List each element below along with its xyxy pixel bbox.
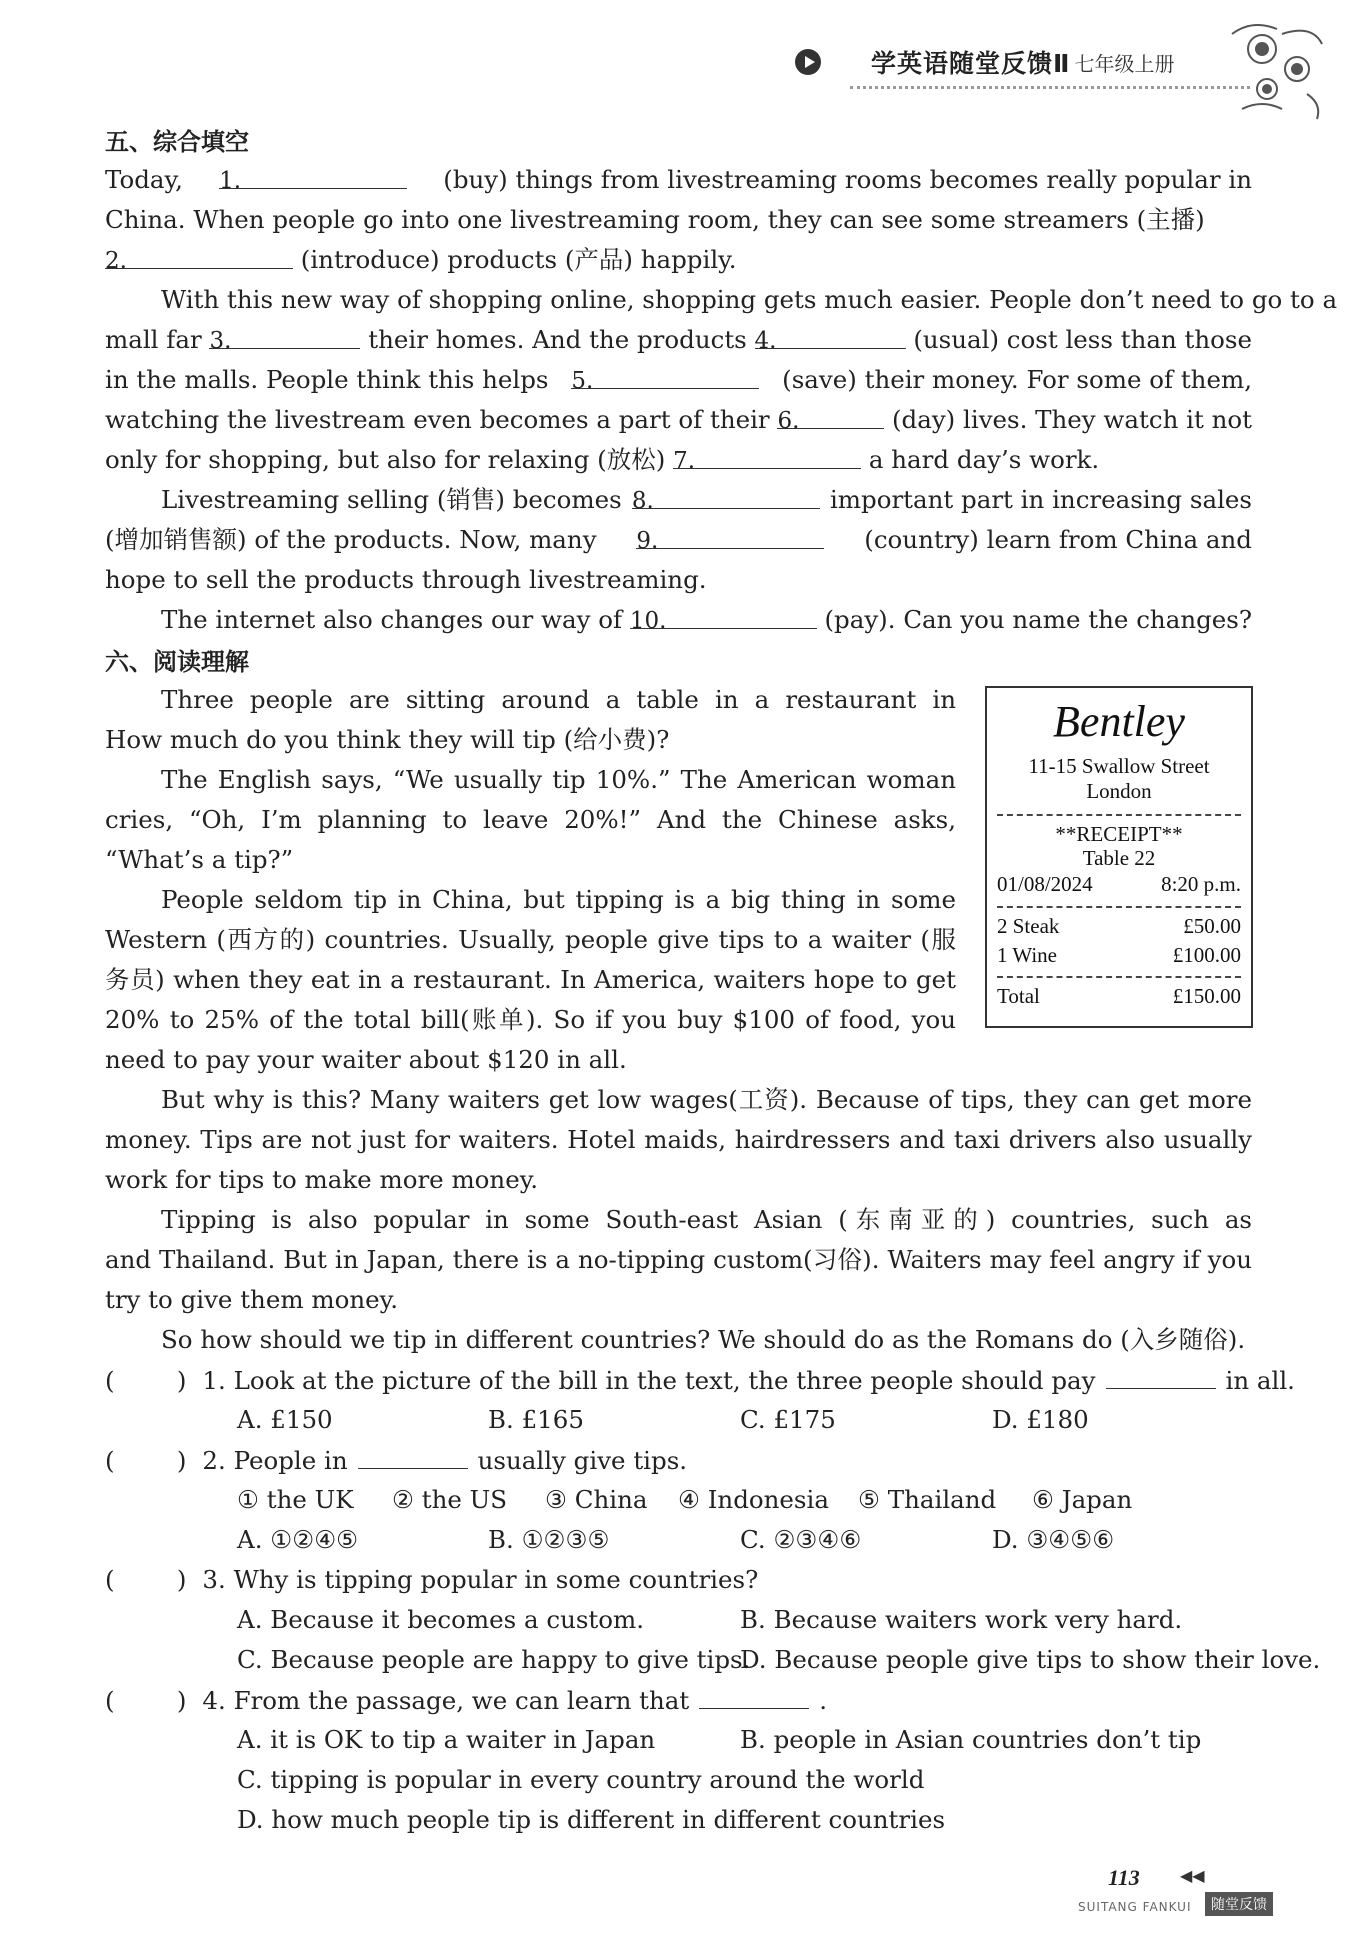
receipt-total-row bbox=[997, 984, 1241, 1009]
blank-number: 10. bbox=[629, 608, 667, 634]
answer-blank[interactable] bbox=[1106, 1360, 1216, 1389]
passage-text: hope to sell the products through livestreaming. bbox=[105, 565, 707, 594]
passage-line: 务员) when they eat in a restaurant. In America, waiters hope to get bbox=[105, 965, 956, 994]
passage-text: a hard day’s work. bbox=[861, 445, 1100, 474]
answer-option[interactable]: C. Because people are happy to give tips. bbox=[237, 1645, 751, 1674]
question-stem bbox=[105, 1440, 687, 1481]
passage-line: Three people are sitting around a table in a restaurant in bbox=[161, 685, 956, 714]
answer-option[interactable]: A. £150 bbox=[237, 1405, 333, 1434]
answer-blank[interactable] bbox=[629, 600, 817, 634]
passage-text: (增加销售额) of the products. Now, many bbox=[105, 525, 605, 554]
passage-line: Western (西方的) countries. Usually, people give tips to a waiter (服 bbox=[105, 925, 956, 954]
passage-line: and Thailand. But in Japan, there is a no-tipping custom(习俗). Waiters may feel angry if you bbox=[105, 1245, 1252, 1274]
question-text: 2. People in bbox=[202, 1446, 348, 1475]
answer-option[interactable]: B. Because waiters work very hard. bbox=[740, 1605, 1183, 1634]
answer-option[interactable]: D. ③④⑤⑥ bbox=[992, 1525, 1115, 1554]
answer-option[interactable]: C. £175 bbox=[740, 1405, 836, 1434]
passage-text: (day) lives. They watch it not bbox=[884, 405, 1252, 434]
answer-option[interactable]: ③ China bbox=[545, 1485, 648, 1514]
question-text-tail: usually give tips. bbox=[477, 1446, 688, 1475]
blank-number: 5. bbox=[571, 368, 594, 394]
double-arrow-left-icon: ◀◀ bbox=[1180, 1866, 1205, 1885]
answer-option[interactable]: ⑤ Thailand bbox=[858, 1485, 997, 1514]
blank-number: 9. bbox=[636, 528, 659, 554]
answer-blank[interactable] bbox=[358, 1440, 468, 1469]
receipt-date: 01/08/2024 bbox=[997, 872, 1093, 896]
passage-line bbox=[105, 320, 1252, 360]
passage-text: The internet also changes our way of bbox=[161, 605, 630, 634]
passage-text: (country) learn from China and bbox=[856, 525, 1252, 554]
receipt-item-row bbox=[997, 943, 1241, 968]
section-5-heading: 五、综合填空 bbox=[105, 128, 249, 156]
flower-ornament-icon bbox=[1222, 14, 1332, 124]
question-stem bbox=[105, 1360, 1295, 1401]
passage-text: mall far bbox=[105, 325, 210, 354]
section-6-heading: 六、阅读理解 bbox=[105, 648, 249, 676]
receipt bbox=[985, 686, 1253, 1028]
receipt-address bbox=[987, 754, 1251, 804]
answer-option[interactable]: A. it is OK to tip a waiter in Japan bbox=[237, 1725, 656, 1754]
answer-option[interactable]: A. Because it becomes a custom. bbox=[237, 1605, 645, 1634]
answer-blank[interactable] bbox=[209, 320, 360, 354]
answer-bracket[interactable]: ( ) bbox=[105, 1686, 187, 1715]
answer-blank[interactable] bbox=[754, 320, 906, 354]
answer-option[interactable]: D. £180 bbox=[992, 1405, 1089, 1434]
question-text: 3. Why is tipping popular in some countries? bbox=[202, 1565, 759, 1594]
blank-number: 2. bbox=[105, 248, 127, 274]
passage-line bbox=[105, 200, 1252, 240]
receipt-item: 1 Wine bbox=[997, 943, 1058, 967]
passage-line bbox=[105, 400, 1252, 440]
passage-text: Today, bbox=[105, 165, 191, 194]
passage-line: People seldom tip in China, but tipping is a big thing in some bbox=[161, 885, 956, 914]
receipt-item-row bbox=[997, 914, 1241, 939]
receipt-divider bbox=[997, 976, 1241, 978]
answer-option[interactable]: B. £165 bbox=[488, 1405, 584, 1434]
question-stem bbox=[105, 1560, 758, 1600]
answer-option[interactable]: ② the US bbox=[392, 1485, 508, 1514]
passage-text: only for shopping, but also for relaxing (放松) bbox=[105, 445, 674, 474]
answer-blank[interactable] bbox=[571, 360, 759, 394]
receipt-address-line-1: 11-15 Swallow Street bbox=[1028, 754, 1210, 778]
answer-option[interactable]: C. ②③④⑥ bbox=[740, 1525, 862, 1554]
passage-line bbox=[161, 600, 1252, 640]
answer-bracket[interactable]: ( ) bbox=[105, 1446, 187, 1475]
passage-line: But why is this? Many waiters get low wages(工资). Because of tips, they can get more bbox=[161, 1085, 1252, 1114]
receipt-time: 8:20 p.m. bbox=[1161, 872, 1241, 896]
passage-text: (save) their money. For some of them, bbox=[774, 365, 1252, 394]
passage-text: important part in increasing sales bbox=[822, 485, 1252, 514]
passage-line: cries, “Oh, I’m planning to leave 20%!” And the Chinese asks, bbox=[105, 805, 956, 834]
blank-number: 4. bbox=[754, 328, 777, 354]
receipt-heading: **RECEIPT** bbox=[1055, 822, 1183, 846]
receipt-restaurant-name: Bentley bbox=[1053, 697, 1185, 746]
passage-line bbox=[105, 440, 1252, 480]
question-stem bbox=[105, 1680, 827, 1721]
question-text: 4. From the passage, we can learn that bbox=[202, 1686, 690, 1715]
answer-bracket[interactable]: ( ) bbox=[105, 1366, 187, 1395]
header-divider bbox=[850, 86, 1250, 89]
passage-text: With this new way of shopping online, shopping gets much easier. People don’t need to go to a bbox=[161, 285, 1338, 314]
receipt-total-label: Total bbox=[997, 984, 1040, 1008]
passage-line bbox=[105, 160, 1252, 200]
passage-line bbox=[105, 520, 1252, 560]
blank-number: 8. bbox=[631, 488, 654, 514]
receipt-item: 2 Steak bbox=[997, 914, 1060, 938]
answer-blank[interactable] bbox=[777, 400, 884, 434]
receipt-price: £100.00 bbox=[1172, 943, 1241, 967]
page-number: 113 bbox=[1108, 1865, 1140, 1890]
play-icon bbox=[795, 49, 821, 75]
answer-option[interactable]: ④ Indonesia bbox=[678, 1485, 829, 1514]
book-title: 学英语随堂反馈Ⅱ bbox=[871, 49, 1071, 78]
answer-option[interactable]: C. tipping is popular in every country around the world bbox=[237, 1765, 925, 1794]
passage-text: (introduce) products (产品) happily. bbox=[293, 245, 737, 274]
receipt-price: £50.00 bbox=[1183, 914, 1241, 938]
blank-number: 1. bbox=[219, 168, 242, 194]
answer-option[interactable]: ⑥ Japan bbox=[1032, 1485, 1133, 1514]
passage-text: China. When people go into one livestreaming room, they can see some streamers (主播) bbox=[105, 205, 1205, 234]
passage-line: Tipping is also popular in some South-east Asian (东南亚的) countries, such as bbox=[161, 1205, 1252, 1234]
blank-number: 7. bbox=[673, 448, 696, 474]
answer-option[interactable]: B. ①②③⑤ bbox=[488, 1525, 610, 1554]
answer-bracket[interactable]: ( ) bbox=[105, 1565, 187, 1594]
footer-label: 随堂反馈 bbox=[1205, 1892, 1273, 1916]
passage-line: money. Tips are not just for waiters. Hotel maids, hairdressers and taxi drivers also usually bbox=[105, 1125, 1252, 1154]
passage-line bbox=[161, 480, 1252, 520]
answer-option[interactable]: D. Because people give tips to show their love. bbox=[740, 1645, 1321, 1674]
passage-line: “What’s a tip?” bbox=[105, 845, 294, 874]
answer-blank[interactable] bbox=[699, 1680, 809, 1709]
receipt-divider bbox=[997, 814, 1241, 816]
passage-line: 20% to 25% of the total bill(账单). So if you buy $100 of food, you bbox=[105, 1005, 956, 1034]
passage-line: How much do you think they will tip (给小费)? bbox=[105, 725, 670, 754]
question-text-tail: in all. bbox=[1225, 1366, 1295, 1395]
answer-option[interactable]: A. ①②④⑤ bbox=[237, 1525, 359, 1554]
receipt-total: £150.00 bbox=[1172, 984, 1241, 1008]
answer-option[interactable]: B. people in Asian countries don’t tip bbox=[740, 1725, 1202, 1754]
passage-text: their homes. And the products bbox=[360, 325, 755, 354]
passage-line: The English says, “We usually tip 10%.” The American woman bbox=[161, 765, 956, 794]
passage-line bbox=[105, 560, 1252, 600]
passage-line bbox=[105, 240, 1252, 280]
footer-pinyin: SUITANG FANKUI bbox=[1078, 1900, 1192, 1914]
answer-blank[interactable] bbox=[636, 520, 824, 554]
answer-option[interactable]: ① the UK bbox=[237, 1485, 354, 1514]
passage-line bbox=[161, 280, 1338, 320]
blank-number: 6. bbox=[777, 408, 800, 434]
answer-blank[interactable] bbox=[105, 240, 293, 274]
passage-line bbox=[105, 360, 1252, 400]
blank-number: 3. bbox=[209, 328, 232, 354]
page-header bbox=[795, 42, 1174, 82]
passage-text: watching the livestream even becomes a part of their bbox=[105, 405, 778, 434]
book-subtitle: 七年级上册 bbox=[1074, 51, 1175, 76]
passage-line: work for tips to make more money. bbox=[105, 1165, 539, 1194]
passage-text: Livestreaming selling (销售) becomes bbox=[161, 485, 630, 514]
receipt-address-line-2: London bbox=[1086, 779, 1152, 803]
answer-blank[interactable] bbox=[673, 440, 861, 474]
passage-text: (pay). Can you name the changes? bbox=[816, 605, 1252, 634]
receipt-datetime bbox=[997, 872, 1241, 897]
passage-line: try to give them money. bbox=[105, 1285, 398, 1314]
passage-text: in the malls. People think this helps bbox=[105, 365, 557, 394]
passage-line: So how should we tip in different countries? We should do as the Romans do (入乡随俗). bbox=[161, 1325, 1246, 1354]
question-text-tail: . bbox=[819, 1686, 828, 1715]
passage-text: (buy) things from livestreaming rooms becomes really popular in bbox=[435, 165, 1252, 194]
receipt-table: Table 22 bbox=[1082, 846, 1156, 870]
passage-text: (usual) cost less than those bbox=[905, 325, 1252, 354]
receipt-divider bbox=[997, 906, 1241, 908]
answer-blank[interactable] bbox=[219, 160, 407, 194]
answer-blank[interactable] bbox=[631, 480, 820, 514]
passage-line: need to pay your waiter about $120 in all. bbox=[105, 1045, 627, 1074]
question-text: 1. Look at the picture of the bill in the text, the three people should pay bbox=[202, 1366, 1096, 1395]
answer-option[interactable]: D. how much people tip is different in different countries bbox=[237, 1805, 946, 1834]
